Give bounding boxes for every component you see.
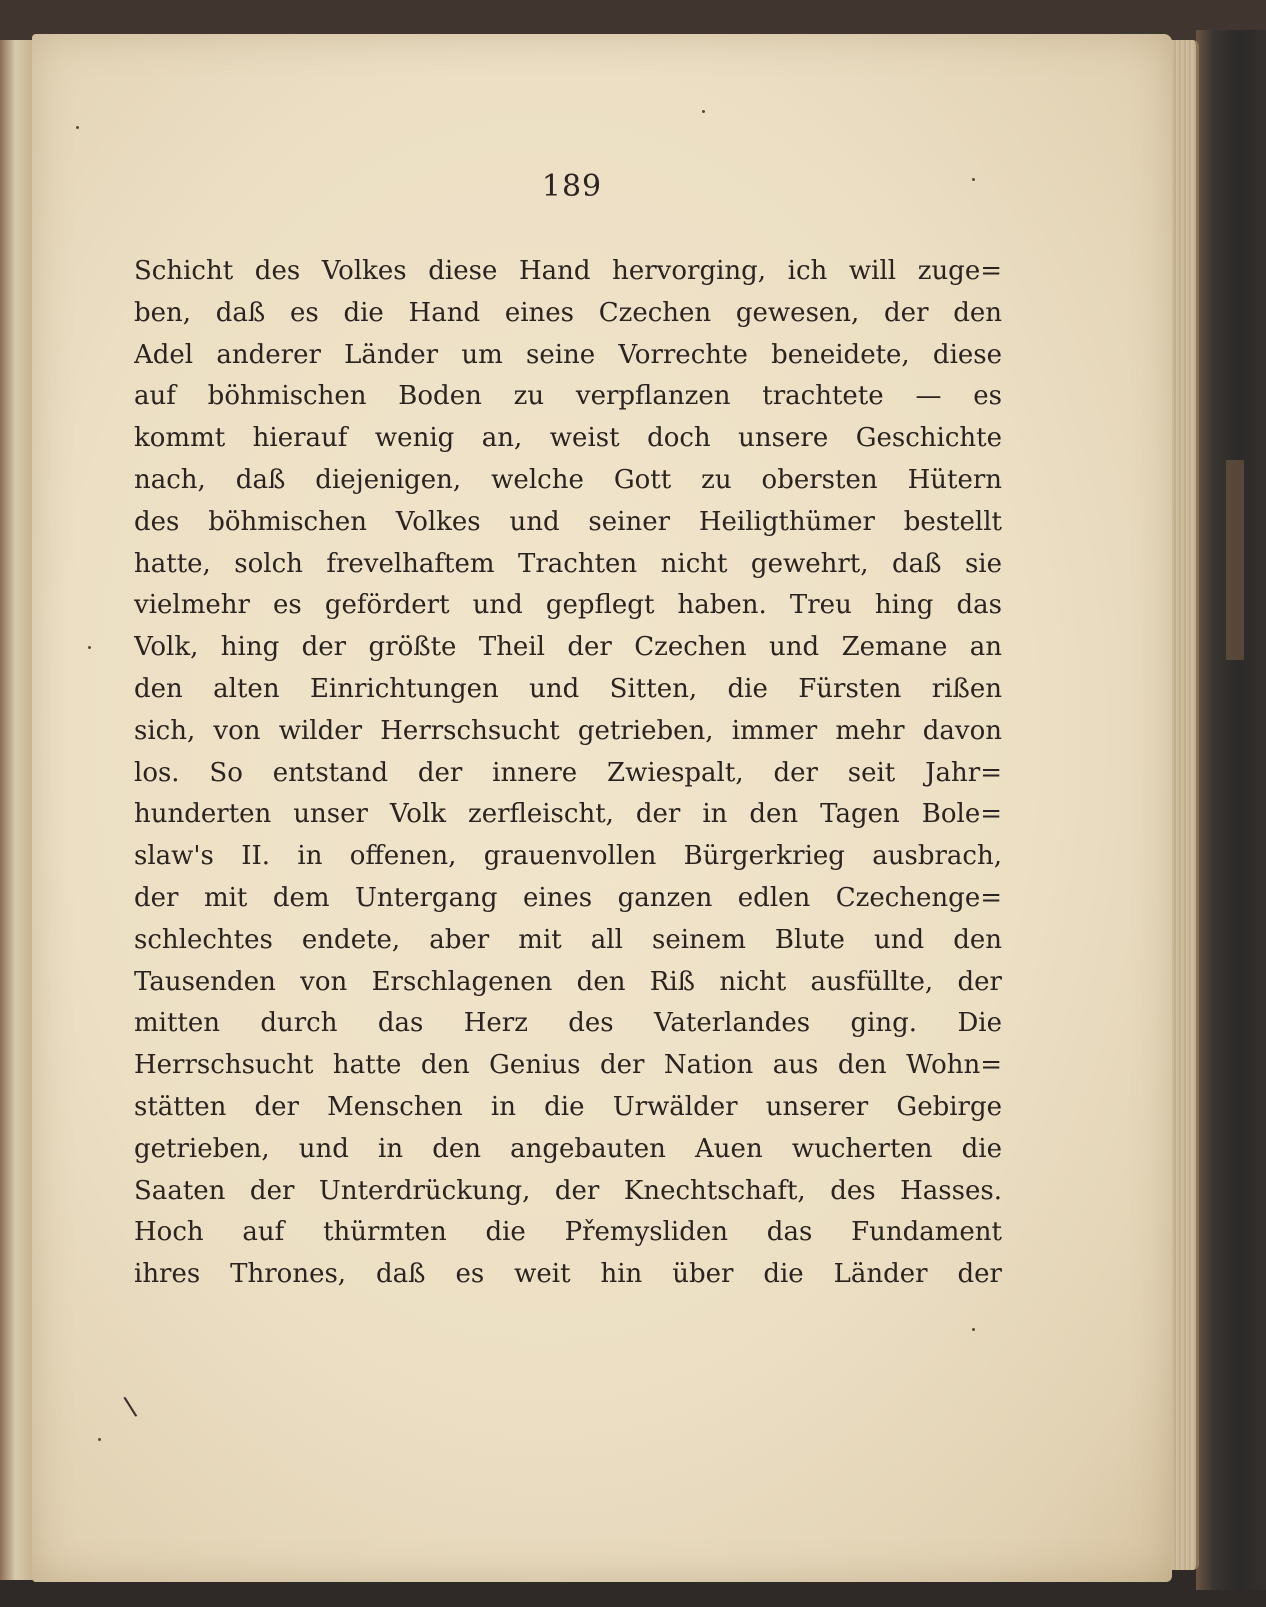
text-line: vielmehr es gefördert und gepflegt haben. Treu hing das bbox=[134, 590, 1002, 621]
book-page bbox=[32, 34, 1172, 1582]
text-line: getrieben, und in den angebauten Auen wucherten die bbox=[134, 1133, 1002, 1164]
text-line: ihres Thrones, daß es weit hin über die Länder der bbox=[134, 1259, 1002, 1290]
text-line: des böhmischen Volkes und seiner Heiligthümer bestellt bbox=[134, 506, 1002, 537]
paper-speck bbox=[972, 178, 975, 181]
text-line: ben, daß es die Hand eines Czechen gewesen, der den bbox=[134, 297, 1002, 328]
pencil-mark: \ bbox=[122, 1391, 139, 1423]
paper-speck bbox=[88, 646, 91, 649]
text-line: Saaten der Unterdrückung, der Knechtschaft, des Hasses. bbox=[134, 1175, 1002, 1206]
text-line: Volk, hing der größte Theil der Czechen und Zemane an bbox=[134, 632, 1002, 663]
text-line: stätten der Menschen in die Urwälder unserer Gebirge bbox=[134, 1091, 1002, 1122]
text-line: sich, von wilder Herrschsucht getrieben, immer mehr davon bbox=[134, 715, 1002, 746]
body-text bbox=[134, 251, 1002, 1296]
text-line: nach, daß diejenigen, welche Gott zu obersten Hütern bbox=[134, 464, 1002, 495]
previous-page-edge bbox=[0, 40, 36, 1580]
paper-speck bbox=[76, 126, 79, 129]
text-line: auf böhmischen Boden zu verpflanzen trachtete — es bbox=[134, 381, 1002, 412]
text-line: Herrschsucht hatte den Genius der Nation aus den Wohn= bbox=[134, 1050, 1002, 1081]
text-line: slaw's II. in offenen, grauenvollen Bürgerkrieg ausbrach, bbox=[134, 841, 1002, 872]
text-line: Adel anderer Länder um seine Vorrechte beneidete, diese bbox=[134, 339, 1002, 370]
text-line: mitten durch das Herz des Vaterlandes ging. Die bbox=[134, 1008, 1002, 1039]
paper-speck bbox=[972, 1328, 975, 1331]
text-line: Tausenden von Erschlagenen den Riß nicht ausfüllte, der bbox=[134, 966, 1002, 997]
book-cover-board bbox=[1196, 30, 1266, 1590]
page-number: 189 bbox=[541, 169, 603, 204]
text-line: hunderten unser Volk zerfleischt, der in den Tagen Bole= bbox=[134, 799, 1002, 830]
text-line: Hoch auf thürmten die Přemysliden das Fundament bbox=[134, 1217, 1002, 1248]
text-line: kommt hierauf wenig an, weist doch unsere Geschichte bbox=[134, 423, 1002, 454]
text-line: hatte, solch frevelhaftem Trachten nicht gewehrt, daß sie bbox=[134, 548, 1002, 579]
text-line: schlechtes endete, aber mit all seinem Blute und den bbox=[134, 924, 1002, 955]
text-line: Schicht des Volkes diese Hand hervorging, ich will zuge= bbox=[134, 256, 1002, 286]
paper-speck bbox=[702, 110, 705, 113]
text-line: der mit dem Untergang eines ganzen edlen Czechenge= bbox=[134, 882, 1002, 913]
text-line: den alten Einrichtungen und Sitten, die Fürsten rißen bbox=[134, 673, 1002, 704]
paper-speck bbox=[98, 1438, 101, 1441]
text-line: los. So entstand der innere Zwiespalt, der seit Jahr= bbox=[134, 757, 1002, 788]
